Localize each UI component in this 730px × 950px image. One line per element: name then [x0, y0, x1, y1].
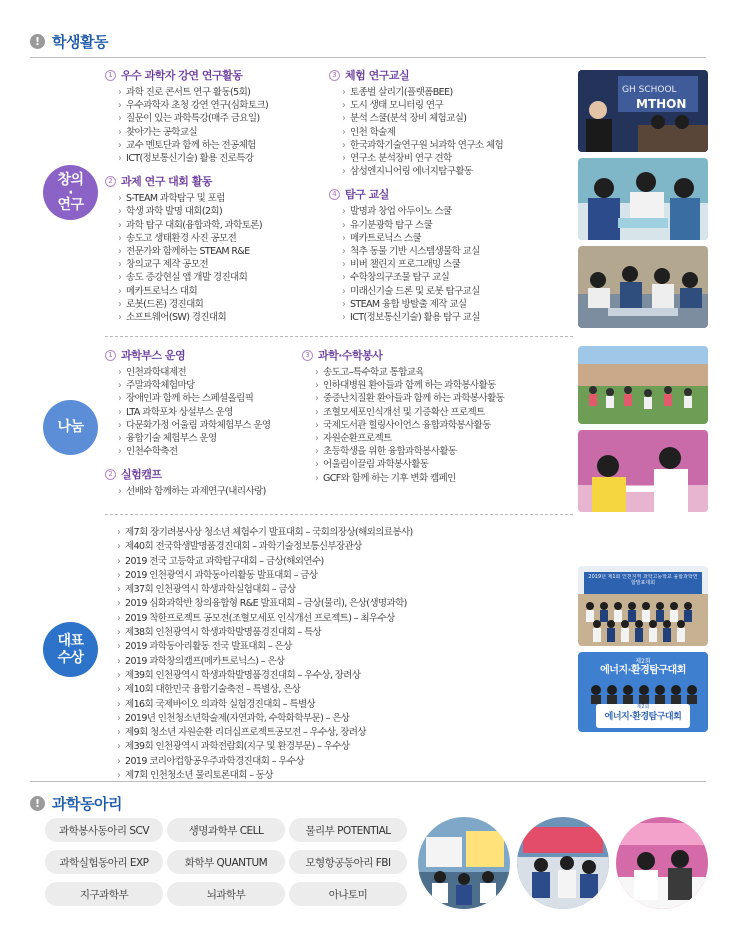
group-title: [329, 186, 503, 202]
list-item: › 수학창의구조물 탐구 교실: [342, 271, 503, 284]
group-title-text: 우수 과학자 강연 연구활동: [121, 69, 243, 82]
list-item: › 선배와 함께하는 과제연구(내리사랑): [118, 485, 271, 498]
activity-photo-outdoor: [578, 346, 708, 424]
list-item: › 초등학생을 위한 융합과학봉사활동: [315, 445, 504, 458]
number-badge: 4: [329, 189, 340, 200]
list-item: › 한국과학기술연구원 뇌과학 연구소 체험: [342, 139, 503, 152]
group-title: [105, 466, 271, 482]
list-item: › 전문가와 함께하는 STEAM R&E: [118, 245, 268, 258]
divider: [105, 514, 573, 515]
activity-list: [118, 86, 268, 165]
group-title-text: 체험 연구교실: [345, 69, 410, 82]
list-item: › 송도고 생태환경 사진 공모전: [118, 232, 268, 245]
group-title: [302, 347, 504, 363]
list-item: › 연구소 분석장비 연구 견학: [342, 152, 503, 165]
list-item: › GCF와 함께 하는 기후 변화 캠페인: [315, 472, 504, 485]
group-title-text: 탐구 교실: [345, 188, 389, 202]
activity-list: [342, 205, 503, 324]
list-item: › 국제도서관 힐링사이언스 융합과학봉사활동: [315, 419, 504, 432]
awards-list-block: [117, 526, 413, 783]
group-title-text: 과학·수학봉사: [318, 349, 383, 362]
list-item: › 중증난치질환 환아들과 함께 하는 과학봉사활동: [315, 392, 504, 405]
sign-text: 제2회: [635, 658, 651, 665]
activity-list: [118, 366, 271, 458]
club-photo-round: [616, 817, 708, 909]
list-item: › 2019 코리아컵항공우주과학경진대회 – 우수상: [117, 755, 413, 769]
list-item: › 제7회 장기려봉사상 청소년 체험수기 발표대회 – 국회의장상(해외의료봉사): [117, 526, 413, 540]
group-title: [105, 347, 271, 363]
list-item: › 인천 학술제: [342, 126, 503, 139]
list-item: › 2019 인천광역시 과학동아리활동 발표대회 – 금상: [117, 569, 413, 583]
list-item: › 2019 과학창의캠프(메카트로닉스) – 은상: [117, 655, 413, 669]
group-title: [105, 173, 268, 189]
list-item: › 비버 챌린지 프로그래밍 스쿨: [342, 258, 503, 271]
list-item: › 인천수학축전: [118, 445, 271, 458]
list-item: › 2019 심화과학반 창의융합형 R&E 발표대회 – 금상(물리), 은상(생명과학): [117, 597, 413, 611]
club-photo-round: [418, 817, 510, 909]
list-item: › 2019 착한프로젝트 공모전(조혈모세포 인식개선 프로젝트) – 최우수상: [117, 612, 413, 626]
list-item: › 교수 멘토단과 함께 하는 전공체험: [118, 139, 268, 152]
creative-right-column: [329, 67, 503, 324]
list-item: › 유기분광학 탐구 스쿨: [342, 219, 503, 232]
list-item: › 메카트로닉스 스쿨: [342, 232, 503, 245]
section-title: 학생활동: [52, 33, 108, 51]
banner-text: 2019년 제1회 인천지역 과학고등학교 융합과학연합발표대회: [588, 574, 698, 586]
award-photo-group: [578, 566, 708, 646]
category-badge-awards: [43, 622, 98, 677]
section-header-science-clubs: [30, 793, 122, 814]
badge-label: 수상: [57, 649, 84, 666]
list-item: › 척추 동물 기반 시스템생물학 교실: [342, 245, 503, 258]
group-title-text: 과제 연구 대회 활동: [121, 175, 212, 189]
list-item: › 융합기술 체험부스 운영: [118, 432, 271, 445]
list-item: › STEAM 융합 방탈출 제작 교실: [342, 298, 503, 311]
list-item: › 도시 생태 모니터링 연구: [342, 99, 503, 112]
list-item: › 제7회 인천청소년 물리토론대회 – 동상: [117, 769, 413, 783]
club-item: 화학부 QUANTUM: [167, 850, 285, 874]
list-item: › 발명과 창업 아두이노 스쿨: [342, 205, 503, 218]
group-title: [105, 67, 268, 83]
number-badge: 2: [105, 176, 116, 187]
list-item: › 찾아가는 공학교실: [118, 126, 268, 139]
list-item: › 토종벌 살리기(플랫폼BEE): [342, 86, 503, 99]
list-item: › LTA 과학포차 상설부스 운영: [118, 406, 271, 419]
number-badge: 3: [329, 70, 340, 81]
club-item: 모형항공동아리 FBI: [289, 850, 407, 874]
club-photo-round: [517, 817, 609, 909]
list-item: › 창의교구 제작 공모전: [118, 258, 268, 271]
divider: [30, 781, 706, 782]
list-item: › 학생 과학 발명 대회(2회): [118, 205, 268, 218]
exclamation-icon: !: [30, 796, 45, 811]
activity-list: [118, 485, 271, 498]
list-item: › 과학 탐구 대회(융합과학, 과학토론): [118, 219, 268, 232]
club-item: 아나토미: [289, 882, 407, 906]
list-item: › 제40회 전국학생발명품경진대회 – 과학기술정보통신부장관상: [117, 540, 413, 554]
number-badge: 1: [105, 70, 116, 81]
list-item: › 인천과학대제전: [118, 366, 271, 379]
list-item: › 송도고–특수학교 통합교육: [315, 366, 504, 379]
list-item: › 미래신기술 드론 및 로봇 탐구교실: [342, 285, 503, 298]
list-item: › ICT(정보통신기술) 활용 진로특강: [118, 152, 268, 165]
divider: [105, 336, 573, 337]
list-item: › 송도 증강현실 앱 개발 경진대회: [118, 271, 268, 284]
club-item: 과학봉사동아리 SCV: [45, 818, 163, 842]
list-item: › 분석 스쿨(분석 장비 체험교실): [342, 112, 503, 125]
list-item: › ICT(정보통신기술) 활용 탐구 교실: [342, 311, 503, 324]
exclamation-icon: !: [30, 34, 45, 49]
photo-text: MTHON: [636, 97, 687, 111]
activity-list: [342, 86, 503, 178]
club-item: 지구과학부: [45, 882, 163, 906]
badge-label: 대표: [57, 632, 84, 649]
list-item: › 장애인과 함께 하는 스페셜올림픽: [118, 392, 271, 405]
list-item: › 인하대병원 환아들과 함께 하는 과학봉사활동: [315, 379, 504, 392]
list-item: › 2019 전국 고등학교 과학탐구대회 – 금상(해외연수): [117, 555, 413, 569]
sign-text: 에너지·환경탐구대회: [604, 712, 682, 722]
club-item: 과학실험동아리 EXP: [45, 850, 163, 874]
group-title-text: 실험캠프: [121, 468, 162, 482]
list-item: › 로봇(드론) 경진대회: [118, 298, 268, 311]
club-item: 생명과학부 CELL: [167, 818, 285, 842]
number-badge: 1: [105, 350, 116, 361]
activity-list: [118, 192, 268, 324]
list-item: › S-TEAM 과학탐구 및 포럼: [118, 192, 268, 205]
list-item: › 우수과학자 초청 강연 연구(심화토크): [118, 99, 268, 112]
section-header-student-activities: [30, 31, 108, 52]
list-item: › 2019 과학동아리활동 전국 발표대회 – 은상: [117, 640, 413, 654]
activity-list: [315, 366, 504, 485]
list-item: › 소프트웨어(SW) 경진대회: [118, 311, 268, 324]
list-item: › 제16회 국제바이오 의과학 실험경진대회 – 특별상: [117, 698, 413, 712]
list-item: › 제37회 인천광역시 학생과학실험대회 – 금상: [117, 583, 413, 597]
sign-text: 에너지·환경탐구대회: [600, 665, 686, 676]
creative-left-column: [105, 67, 268, 324]
list-item: › 제38회 인천광역시 학생과학발명품경진대회 – 특상: [117, 626, 413, 640]
list-item: › 제39회 인천광역시 과학전람회(지구 및 환경부문) – 우수상: [117, 740, 413, 754]
list-item: › 2019년 인천청소년학술제(자연과학, 수학화학부문) – 은상: [117, 712, 413, 726]
list-item: › 과학 진로 콘서트 연구 활동(5회): [118, 86, 268, 99]
club-item: 물리부 POTENTIAL: [289, 818, 407, 842]
badge-dot: ·: [68, 184, 73, 201]
group-title-text: 과학부스 운영: [121, 349, 186, 362]
activity-photo-classroom: [578, 246, 708, 328]
list-item: › 제10회 대한민국 융합기술축전 – 특별상, 은상: [117, 683, 413, 697]
club-list: [45, 818, 407, 906]
badge-label: 연구: [57, 196, 84, 213]
list-item: › 제9회 청소년 자원순환 리더십프로젝트공모전 – 우수상, 장려상: [117, 726, 413, 740]
list-item: › 메카트로닉스 대회: [118, 285, 268, 298]
activity-photo-volunteer: [578, 430, 708, 512]
photo-text: GH SCHOOL: [622, 85, 677, 95]
section-title: 과학동아리: [52, 795, 122, 813]
category-badge-sharing: [43, 400, 98, 455]
activity-photo-lab: [578, 158, 708, 240]
sign-text: 제2회: [636, 704, 650, 710]
number-badge: 3: [302, 350, 313, 361]
badge-label: 나눔: [57, 419, 84, 435]
list-item: › 다문화가정 어울림 과학체험부스 운영: [118, 419, 271, 432]
list-item: › 제39회 인천광역시 학생과학발명품경진대회 – 우수상, 장려상: [117, 669, 413, 683]
number-badge: 2: [105, 469, 116, 480]
badge-label: 창의: [57, 171, 84, 188]
list-item: › 삼성엔지니어링 에너지탐구활동: [342, 165, 503, 178]
sharing-left-column: [105, 347, 271, 499]
award-photo-energy-contest: [578, 652, 708, 732]
category-badge-creative: [43, 165, 98, 220]
club-item: 뇌과학부: [167, 882, 285, 906]
list-item: › 주말과학체험마당: [118, 379, 271, 392]
list-item: › 질문이 있는 과학특강(매주 금요일): [118, 112, 268, 125]
divider: [30, 57, 706, 58]
list-item: › 어울림이끌림 과학봉사활동: [315, 458, 504, 471]
group-title: [329, 67, 503, 83]
awards-list: [117, 526, 413, 783]
activity-photo-lecture: [578, 70, 708, 152]
sharing-right-column: [302, 347, 504, 485]
list-item: › 조혈모세포인식개선 및 기증확산 프로젝트: [315, 406, 504, 419]
list-item: › 자원순환프로젝트: [315, 432, 504, 445]
